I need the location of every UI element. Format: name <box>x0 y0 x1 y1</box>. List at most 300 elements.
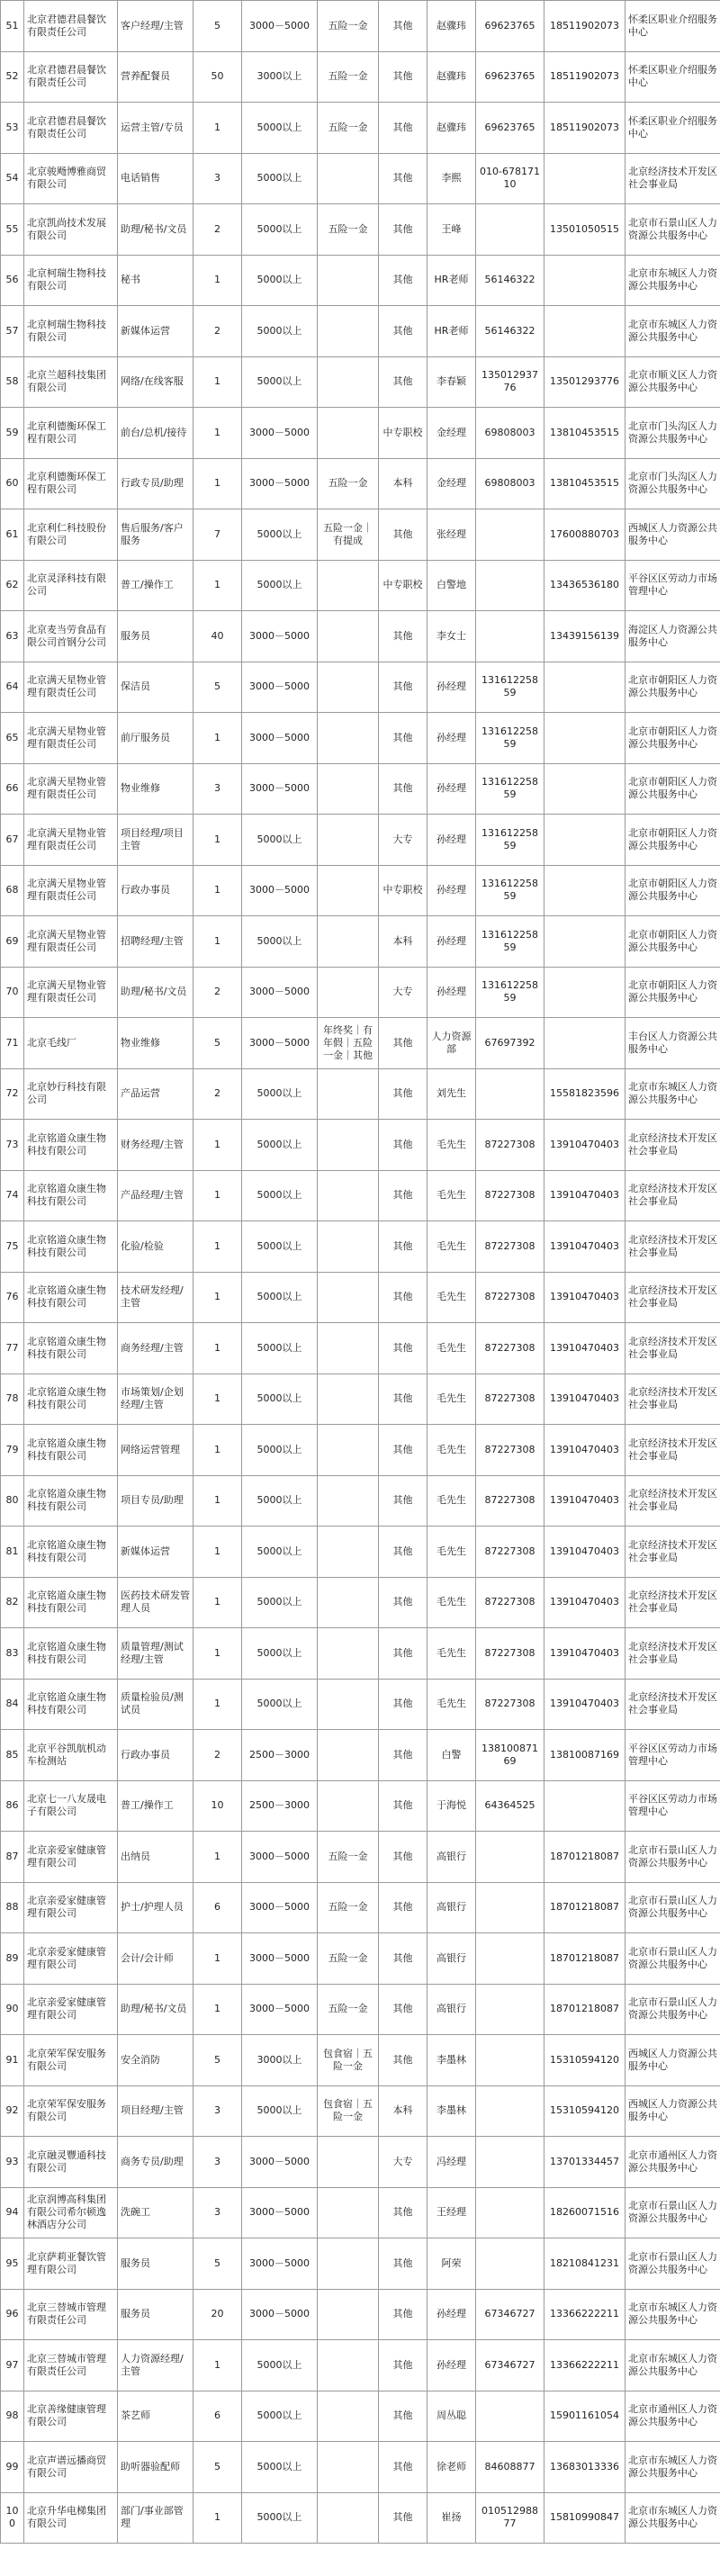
salary-range-cell: 5000以上 <box>242 1527 318 1578</box>
education-cell: 大专 <box>379 967 428 1018</box>
education-cell: 其他 <box>379 153 428 204</box>
education-cell: 其他 <box>379 1832 428 1883</box>
table-row <box>1 815 720 866</box>
service-center-cell: 北京经济技术开发区社会事业局 <box>626 1425 720 1476</box>
company-name-cell: 北京满天星物业管理有限责任公司 <box>24 815 118 866</box>
service-center-cell: 北京市顺义区人力资源公共服务中心 <box>626 356 720 408</box>
company-name-cell: 北京铭道众康生物科技有限公司 <box>24 1170 118 1221</box>
salary-range-cell: 5000以上 <box>242 1323 318 1374</box>
benefits-cell <box>318 1425 379 1476</box>
company-name-cell: 北京灵泽科技有限公司 <box>24 560 118 611</box>
row-number-cell: 87 <box>1 1832 24 1883</box>
job-title-cell: 医药技术研发管理人员 <box>118 1577 194 1628</box>
mobile-cell: 18210841231 <box>544 2238 626 2290</box>
benefits-cell <box>318 2340 379 2391</box>
job-title-cell: 项目专员/助理 <box>118 1475 194 1527</box>
contact-person-cell: 毛先生 <box>428 1679 476 1730</box>
job-title-cell: 质量检验员/测试员 <box>118 1679 194 1730</box>
row-number-cell: 76 <box>1 1272 24 1323</box>
row-number-cell: 73 <box>1 1120 24 1171</box>
contact-person-cell: 阿荣 <box>428 2238 476 2290</box>
phone-cell: 87227308 <box>476 1679 544 1730</box>
job-title-cell: 网络/在线客服 <box>118 356 194 408</box>
salary-range-cell: 5000以上 <box>242 1425 318 1476</box>
row-number-cell: 59 <box>1 408 24 459</box>
salary-range-cell: 5000以上 <box>242 1221 318 1273</box>
table-row <box>1 51 720 103</box>
education-cell: 本科 <box>379 916 428 968</box>
headcount-cell: 1 <box>194 815 242 866</box>
table-row <box>1 103 720 154</box>
mobile-cell: 13910470403 <box>544 1323 626 1374</box>
job-title-cell: 物业维修 <box>118 1018 194 1069</box>
contact-person-cell: 高银行 <box>428 1882 476 1933</box>
mobile-cell <box>544 306 626 357</box>
headcount-cell: 1 <box>194 408 242 459</box>
service-center-cell: 北京经济技术开发区社会事业局 <box>626 1527 720 1578</box>
contact-person-cell: 毛先生 <box>428 1170 476 1221</box>
row-number-cell: 63 <box>1 611 24 662</box>
row-number-cell: 96 <box>1 2289 24 2340</box>
table-row <box>1 1882 720 1933</box>
benefits-cell: 五险一金 <box>318 1832 379 1883</box>
table-body <box>1 1 720 2544</box>
contact-person-cell: 金经理 <box>428 408 476 459</box>
mobile-cell: 13501293776 <box>544 356 626 408</box>
company-name-cell: 北京骏飏博雅商贸有限公司 <box>24 153 118 204</box>
table-row <box>1 2187 720 2238</box>
salary-range-cell: 5000以上 <box>242 1475 318 1527</box>
headcount-cell: 1 <box>194 1577 242 1628</box>
service-center-cell: 北京市通州区人力资源公共服务中心 <box>626 2137 720 2188</box>
salary-range-cell: 5000以上 <box>242 1170 318 1221</box>
education-cell: 其他 <box>379 1527 428 1578</box>
service-center-cell: 北京市朝阳区人力资源公共服务中心 <box>626 967 720 1018</box>
mobile-cell <box>544 967 626 1018</box>
headcount-cell: 5 <box>194 1 242 52</box>
row-number-cell: 55 <box>1 204 24 256</box>
mobile-cell <box>544 815 626 866</box>
headcount-cell: 2 <box>194 204 242 256</box>
row-number-cell: 69 <box>1 916 24 968</box>
phone-cell: 87227308 <box>476 1221 544 1273</box>
company-name-cell: 北京荣军保安服务有限公司 <box>24 2085 118 2137</box>
headcount-cell: 1 <box>194 560 242 611</box>
company-name-cell: 北京妙行科技有限公司 <box>24 1068 118 1120</box>
salary-range-cell: 5000以上 <box>242 1272 318 1323</box>
table-row <box>1 1374 720 1425</box>
benefits-cell <box>318 560 379 611</box>
contact-person-cell: 孙经理 <box>428 763 476 815</box>
education-cell: 其他 <box>379 1882 428 1933</box>
mobile-cell <box>544 865 626 916</box>
job-title-cell: 助理/秘书/文员 <box>118 967 194 1018</box>
education-cell: 大专 <box>379 2137 428 2188</box>
company-name-cell: 北京三替城市管理有限责任公司 <box>24 2340 118 2391</box>
education-cell: 其他 <box>379 2492 428 2544</box>
job-title-cell: 产品运营 <box>118 1068 194 1120</box>
table-row <box>1 1 720 52</box>
phone-cell <box>476 560 544 611</box>
table-row <box>1 916 720 968</box>
contact-person-cell: 崔扬 <box>428 2492 476 2544</box>
service-center-cell: 西城区人力资源公共服务中心 <box>626 2085 720 2137</box>
salary-range-cell: 3000－5000 <box>242 1832 318 1883</box>
company-name-cell: 北京柯瑞生物科技有限公司 <box>24 255 118 306</box>
mobile-cell: 13910470403 <box>544 1221 626 1273</box>
phone-cell: 56146322 <box>476 306 544 357</box>
mobile-cell: 13701334457 <box>544 2137 626 2188</box>
company-name-cell: 北京铭道众康生物科技有限公司 <box>24 1221 118 1273</box>
table-row <box>1 2085 720 2137</box>
contact-person-cell: 毛先生 <box>428 1527 476 1578</box>
table-row <box>1 1730 720 1781</box>
service-center-cell: 丰台区人力资源公共服务中心 <box>626 1018 720 1069</box>
headcount-cell: 1 <box>194 2492 242 2544</box>
service-center-cell: 平谷区区劳动力市场管理中心 <box>626 1780 720 1832</box>
education-cell: 其他 <box>379 1018 428 1069</box>
company-name-cell: 北京满天星物业管理有限责任公司 <box>24 662 118 713</box>
benefits-cell <box>318 713 379 764</box>
education-cell: 其他 <box>379 356 428 408</box>
mobile-cell: 13436536180 <box>544 560 626 611</box>
salary-range-cell: 5000以上 <box>242 255 318 306</box>
job-title-cell: 普工/操作工 <box>118 1780 194 1832</box>
row-number-cell: 75 <box>1 1221 24 1273</box>
job-title-cell: 商务经理/主管 <box>118 1323 194 1374</box>
job-title-cell: 客户经理/主管 <box>118 1 194 52</box>
company-name-cell: 北京利德衡环保工程有限公司 <box>24 408 118 459</box>
company-name-cell: 北京铭道众康生物科技有限公司 <box>24 1679 118 1730</box>
salary-range-cell: 2500－3000 <box>242 1730 318 1781</box>
table-row <box>1 1170 720 1221</box>
phone-cell: 13810087169 <box>476 1730 544 1781</box>
service-center-cell: 北京市朝阳区人力资源公共服务中心 <box>626 916 720 968</box>
education-cell: 其他 <box>379 2442 428 2493</box>
table-row <box>1 611 720 662</box>
salary-range-cell: 3000－5000 <box>242 1 318 52</box>
salary-range-cell: 5000以上 <box>242 2085 318 2137</box>
phone-cell: 87227308 <box>476 1374 544 1425</box>
company-name-cell: 北京善缘健康管理有限公司 <box>24 2391 118 2442</box>
service-center-cell: 西城区人力资源公共服务中心 <box>626 509 720 561</box>
headcount-cell: 3 <box>194 2137 242 2188</box>
company-name-cell: 北京兰超科技集团有限公司 <box>24 356 118 408</box>
headcount-cell: 1 <box>194 1933 242 1985</box>
service-center-cell: 北京市石景山区人力资源公共服务中心 <box>626 1984 720 2035</box>
education-cell: 其他 <box>379 103 428 154</box>
table-row <box>1 1272 720 1323</box>
job-title-cell: 茶艺师 <box>118 2391 194 2442</box>
mobile-cell: 18701218087 <box>544 1933 626 1985</box>
contact-person-cell: 白警 <box>428 1730 476 1781</box>
headcount-cell: 3 <box>194 153 242 204</box>
job-title-cell: 新媒体运营 <box>118 1527 194 1578</box>
service-center-cell: 北京市东城区人力资源公共服务中心 <box>626 1068 720 1120</box>
row-number-cell: 70 <box>1 967 24 1018</box>
company-name-cell: 北京满天星物业管理有限责任公司 <box>24 865 118 916</box>
company-name-cell: 北京声谱远播商贸有限公司 <box>24 2442 118 2493</box>
company-name-cell: 北京毛线厂 <box>24 1018 118 1069</box>
headcount-cell: 1 <box>194 255 242 306</box>
contact-person-cell: 毛先生 <box>428 1628 476 1680</box>
job-title-cell: 质量管理/测试经理/主管 <box>118 1628 194 1680</box>
benefits-cell: 五险一金 <box>318 1933 379 1985</box>
job-title-cell: 前台/总机/接待 <box>118 408 194 459</box>
mobile-cell: 13910470403 <box>544 1425 626 1476</box>
education-cell: 其他 <box>379 611 428 662</box>
service-center-cell: 平谷区区劳动力市场管理中心 <box>626 1730 720 1781</box>
mobile-cell: 13366222211 <box>544 2340 626 2391</box>
row-number-cell: 60 <box>1 458 24 509</box>
salary-range-cell: 5000以上 <box>242 509 318 561</box>
company-name-cell: 北京润博高科集团有限公司希尔顿逸林酒店分公司 <box>24 2187 118 2238</box>
job-title-cell: 人力资源经理/主管 <box>118 2340 194 2391</box>
education-cell: 其他 <box>379 509 428 561</box>
headcount-cell: 1 <box>194 2340 242 2391</box>
table-row <box>1 2035 720 2086</box>
job-title-cell: 运营主管/专员 <box>118 103 194 154</box>
company-name-cell: 北京七一八友晟电子有限公司 <box>24 1780 118 1832</box>
row-number-cell: 78 <box>1 1374 24 1425</box>
service-center-cell: 北京市石景山区人力资源公共服务中心 <box>626 2238 720 2290</box>
service-center-cell: 北京市朝阳区人力资源公共服务中心 <box>626 815 720 866</box>
mobile-cell: 18511902073 <box>544 1 626 52</box>
row-number-cell: 71 <box>1 1018 24 1069</box>
education-cell: 其他 <box>379 2391 428 2442</box>
headcount-cell: 6 <box>194 2391 242 2442</box>
education-cell: 其他 <box>379 1374 428 1425</box>
job-title-cell: 秘书 <box>118 255 194 306</box>
table-row <box>1 1068 720 1120</box>
salary-range-cell: 5000以上 <box>242 1577 318 1628</box>
education-cell: 中专职校 <box>379 865 428 916</box>
table-row <box>1 1679 720 1730</box>
phone-cell: 87227308 <box>476 1425 544 1476</box>
row-number-cell: 90 <box>1 1984 24 2035</box>
row-number-cell: 52 <box>1 51 24 103</box>
phone-cell: 13161225859 <box>476 713 544 764</box>
phone-cell <box>476 1832 544 1883</box>
mobile-cell: 13366222211 <box>544 2289 626 2340</box>
contact-person-cell: 孙经理 <box>428 865 476 916</box>
salary-range-cell: 5000以上 <box>242 916 318 968</box>
salary-range-cell: 3000－5000 <box>242 2187 318 2238</box>
contact-person-cell: 李墨林 <box>428 2085 476 2137</box>
contact-person-cell: 李熙 <box>428 153 476 204</box>
company-name-cell: 北京满天星物业管理有限责任公司 <box>24 967 118 1018</box>
salary-range-cell: 3000－5000 <box>242 1984 318 2035</box>
row-number-cell: 95 <box>1 2238 24 2290</box>
headcount-cell: 5 <box>194 1018 242 1069</box>
row-number-cell: 82 <box>1 1577 24 1628</box>
salary-range-cell: 3000－5000 <box>242 2238 318 2290</box>
service-center-cell: 北京市石景山区人力资源公共服务中心 <box>626 1882 720 1933</box>
salary-range-cell: 5000以上 <box>242 560 318 611</box>
education-cell: 其他 <box>379 1679 428 1730</box>
row-number-cell: 97 <box>1 2340 24 2391</box>
job-title-cell: 部门/事业部管理 <box>118 2492 194 2544</box>
company-name-cell: 北京利德衡环保工程有限公司 <box>24 458 118 509</box>
headcount-cell: 1 <box>194 103 242 154</box>
education-cell: 其他 <box>379 2187 428 2238</box>
headcount-cell: 1 <box>194 1272 242 1323</box>
mobile-cell <box>544 662 626 713</box>
benefits-cell <box>318 916 379 968</box>
mobile-cell: 13810453515 <box>544 408 626 459</box>
education-cell: 其他 <box>379 713 428 764</box>
salary-range-cell: 5000以上 <box>242 2442 318 2493</box>
education-cell: 本科 <box>379 2085 428 2137</box>
benefits-cell: 五险一金 <box>318 1984 379 2035</box>
service-center-cell: 北京市石景山区人力资源公共服务中心 <box>626 204 720 256</box>
contact-person-cell: 毛先生 <box>428 1425 476 1476</box>
row-number-cell: 57 <box>1 306 24 357</box>
salary-range-cell: 5000以上 <box>242 1120 318 1171</box>
table-row <box>1 1323 720 1374</box>
table-row <box>1 1527 720 1578</box>
row-number-cell: 56 <box>1 255 24 306</box>
salary-range-cell: 3000－5000 <box>242 2289 318 2340</box>
company-name-cell: 北京铭道众康生物科技有限公司 <box>24 1628 118 1680</box>
benefits-cell <box>318 1120 379 1171</box>
benefits-cell <box>318 865 379 916</box>
company-name-cell: 北京柯瑞生物科技有限公司 <box>24 306 118 357</box>
table-row <box>1 967 720 1018</box>
service-center-cell: 北京市朝阳区人力资源公共服务中心 <box>626 763 720 815</box>
job-title-cell: 项目经理/主管 <box>118 2085 194 2137</box>
headcount-cell: 1 <box>194 1170 242 1221</box>
contact-person-cell: 徐老师 <box>428 2442 476 2493</box>
mobile-cell: 18701218087 <box>544 1882 626 1933</box>
benefits-cell <box>318 153 379 204</box>
contact-person-cell: 刘先生 <box>428 1068 476 1120</box>
benefits-cell: 五险一金 <box>318 103 379 154</box>
salary-range-cell: 3000－5000 <box>242 865 318 916</box>
benefits-cell <box>318 306 379 357</box>
service-center-cell: 北京市门头沟区人力资源公共服务中心 <box>626 408 720 459</box>
job-title-cell: 行政专员/助理 <box>118 458 194 509</box>
table-row <box>1 204 720 256</box>
salary-range-cell: 5000以上 <box>242 204 318 256</box>
job-title-cell: 营养配餐员 <box>118 51 194 103</box>
service-center-cell: 北京市朝阳区人力资源公共服务中心 <box>626 865 720 916</box>
benefits-cell <box>318 1170 379 1221</box>
benefits-cell <box>318 1730 379 1781</box>
contact-person-cell: 于海悦 <box>428 1780 476 1832</box>
mobile-cell: 13501050515 <box>544 204 626 256</box>
phone-cell: 010-67817110 <box>476 153 544 204</box>
benefits-cell <box>318 1475 379 1527</box>
phone-cell: 13161225859 <box>476 763 544 815</box>
contact-person-cell: 孙经理 <box>428 916 476 968</box>
service-center-cell: 北京经济技术开发区社会事业局 <box>626 1577 720 1628</box>
service-center-cell: 北京市东城区人力资源公共服务中心 <box>626 2442 720 2493</box>
salary-range-cell: 2500－3000 <box>242 1780 318 1832</box>
phone-cell: 69623765 <box>476 1 544 52</box>
education-cell: 中专职校 <box>379 560 428 611</box>
service-center-cell: 北京市石景山区人力资源公共服务中心 <box>626 2187 720 2238</box>
education-cell: 其他 <box>379 2289 428 2340</box>
benefits-cell <box>318 1679 379 1730</box>
service-center-cell: 怀柔区职业介绍服务中心 <box>626 1 720 52</box>
contact-person-cell: 毛先生 <box>428 1475 476 1527</box>
row-number-cell: 62 <box>1 560 24 611</box>
phone-cell <box>476 204 544 256</box>
job-title-cell: 行政办事员 <box>118 1730 194 1781</box>
contact-person-cell: 孙经理 <box>428 2289 476 2340</box>
phone-cell: 56146322 <box>476 255 544 306</box>
headcount-cell: 50 <box>194 51 242 103</box>
education-cell: 其他 <box>379 1221 428 1273</box>
job-title-cell: 商务专员/助理 <box>118 2137 194 2188</box>
job-title-cell: 普工/操作工 <box>118 560 194 611</box>
education-cell: 其他 <box>379 1323 428 1374</box>
row-number-cell: 92 <box>1 2085 24 2137</box>
company-name-cell: 北京荣军保安服务有限公司 <box>24 2035 118 2086</box>
mobile-cell: 13910470403 <box>544 1679 626 1730</box>
mobile-cell: 15581823596 <box>544 1068 626 1120</box>
service-center-cell: 怀柔区职业介绍服务中心 <box>626 51 720 103</box>
benefits-cell <box>318 611 379 662</box>
company-name-cell: 北京满天星物业管理有限责任公司 <box>24 763 118 815</box>
benefits-cell <box>318 2391 379 2442</box>
table-row <box>1 1475 720 1527</box>
education-cell: 其他 <box>379 1272 428 1323</box>
education-cell: 其他 <box>379 763 428 815</box>
salary-range-cell: 5000以上 <box>242 1068 318 1120</box>
salary-range-cell: 3000－5000 <box>242 408 318 459</box>
table-row <box>1 1120 720 1171</box>
headcount-cell: 1 <box>194 1527 242 1578</box>
service-center-cell: 北京经济技术开发区社会事业局 <box>626 1679 720 1730</box>
headcount-cell: 1 <box>194 1425 242 1476</box>
service-center-cell: 北京经济技术开发区社会事业局 <box>626 1221 720 1273</box>
education-cell: 其他 <box>379 2340 428 2391</box>
table-row <box>1 560 720 611</box>
job-title-cell: 服务员 <box>118 2238 194 2290</box>
benefits-cell: 五险一金｜有提成 <box>318 509 379 561</box>
mobile-cell <box>544 255 626 306</box>
contact-person-cell: 李春颖 <box>428 356 476 408</box>
table-row <box>1 509 720 561</box>
table-row <box>1 1221 720 1273</box>
mobile-cell: 18701218087 <box>544 1832 626 1883</box>
mobile-cell: 13910470403 <box>544 1374 626 1425</box>
headcount-cell: 3 <box>194 2085 242 2137</box>
table-row <box>1 1425 720 1476</box>
company-name-cell: 北京满天星物业管理有限责任公司 <box>24 713 118 764</box>
contact-person-cell: HR老师 <box>428 306 476 357</box>
education-cell: 其他 <box>379 1170 428 1221</box>
mobile-cell: 13910470403 <box>544 1577 626 1628</box>
service-center-cell: 平谷区区劳动力市场管理中心 <box>626 560 720 611</box>
service-center-cell: 西城区人力资源公共服务中心 <box>626 2035 720 2086</box>
mobile-cell: 13910470403 <box>544 1120 626 1171</box>
job-title-cell: 新媒体运营 <box>118 306 194 357</box>
row-number-cell: 80 <box>1 1475 24 1527</box>
phone-cell <box>476 2085 544 2137</box>
company-name-cell: 北京铭道众康生物科技有限公司 <box>24 1425 118 1476</box>
headcount-cell: 2 <box>194 967 242 1018</box>
contact-person-cell: 毛先生 <box>428 1577 476 1628</box>
service-center-cell: 北京市朝阳区人力资源公共服务中心 <box>626 713 720 764</box>
service-center-cell: 北京经济技术开发区社会事业局 <box>626 1272 720 1323</box>
phone-cell: 87227308 <box>476 1120 544 1171</box>
row-number-cell: 99 <box>1 2442 24 2493</box>
job-title-cell: 洗碗工 <box>118 2187 194 2238</box>
table-row <box>1 255 720 306</box>
